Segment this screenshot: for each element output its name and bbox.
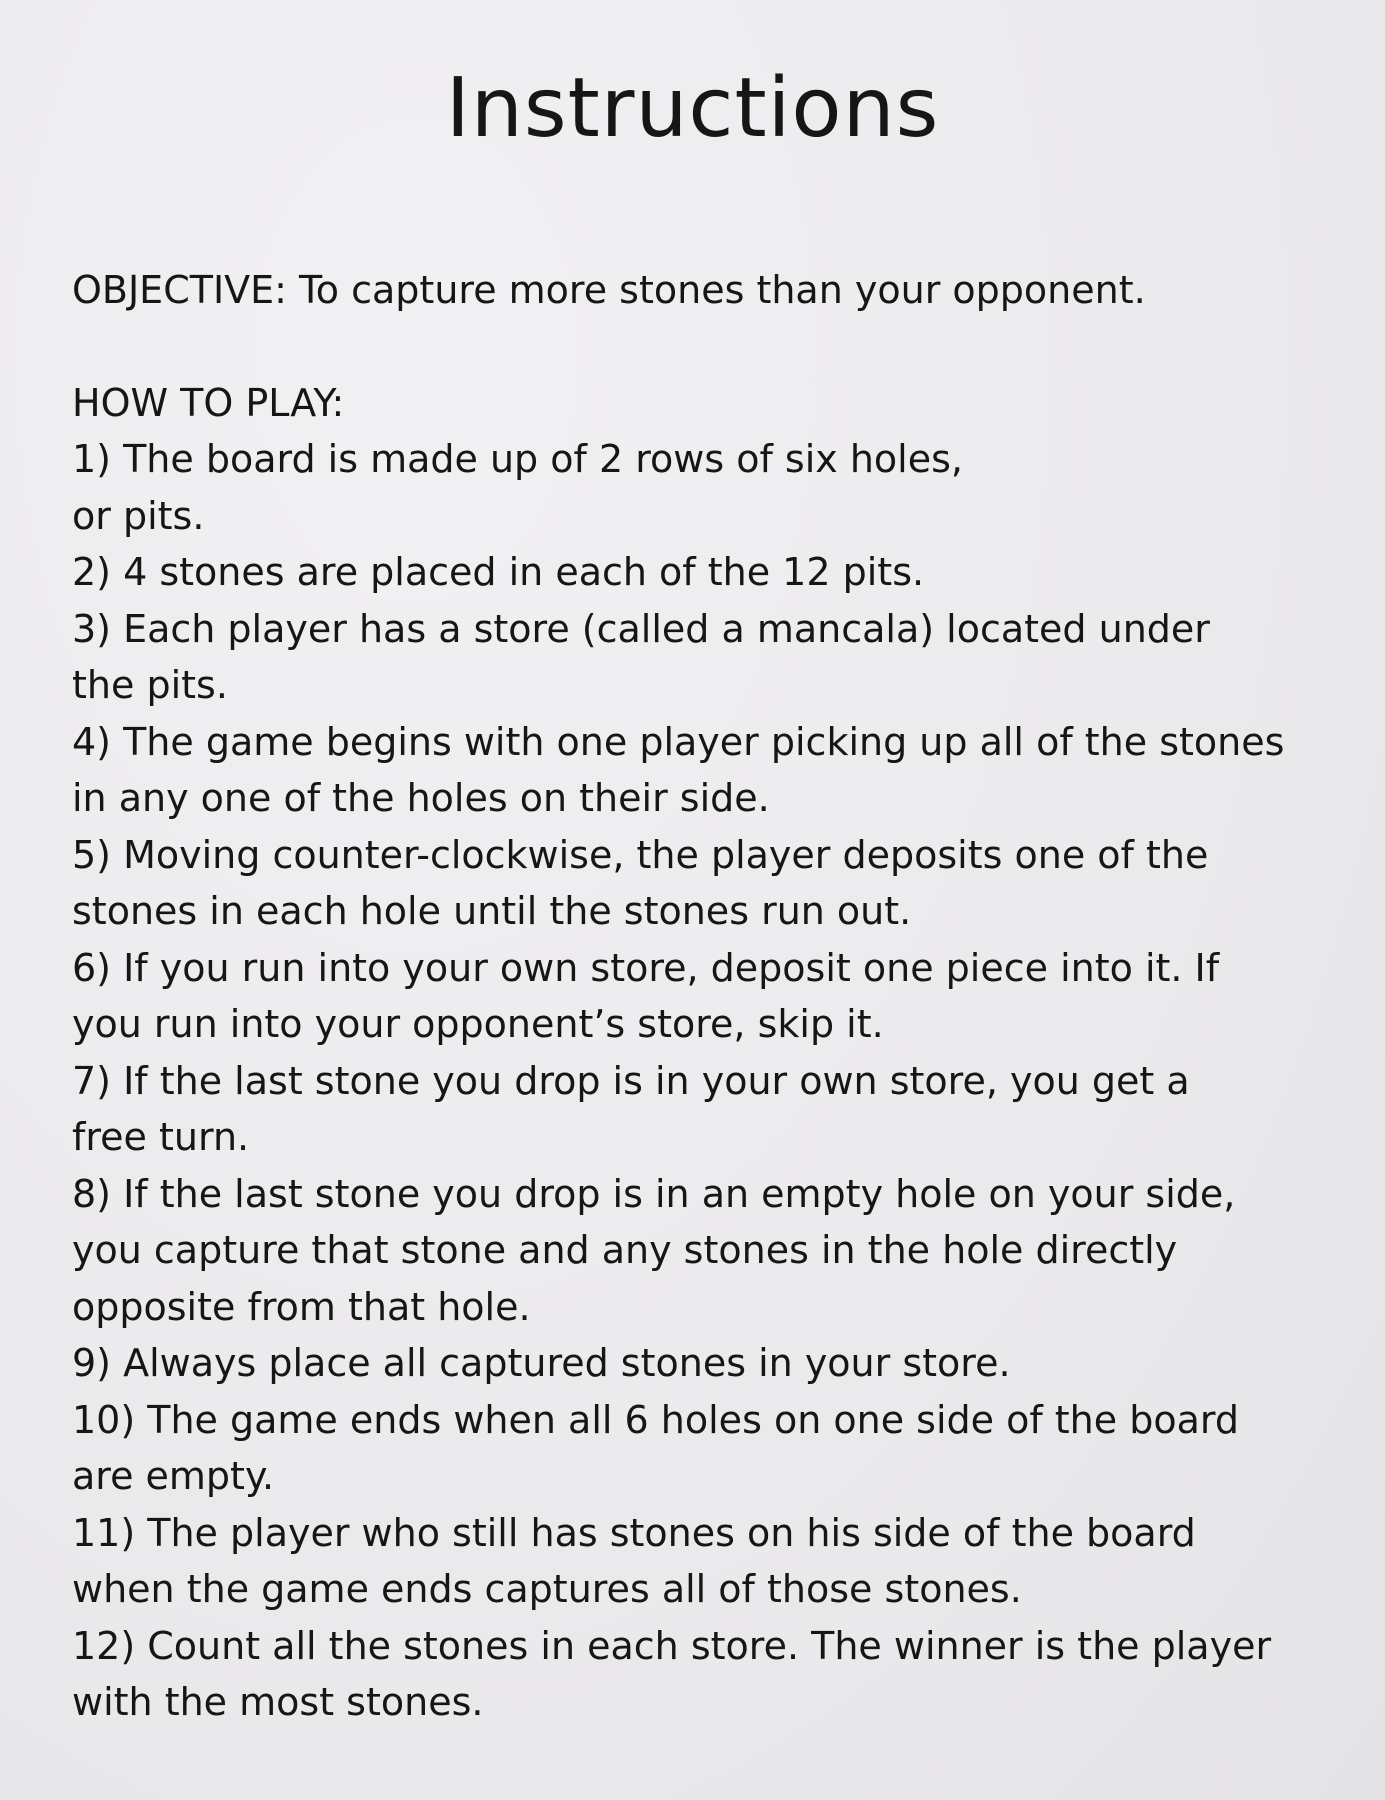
step-line: you run into your opponent’s store, skip it. xyxy=(72,1002,884,1046)
step-line: opposite from that hole. xyxy=(72,1284,531,1329)
step-item xyxy=(72,601,1362,714)
step-item xyxy=(72,827,1362,940)
step-line: 8) If the last stone you drop is in an empty hole on your side, xyxy=(72,1171,1236,1216)
step-item xyxy=(72,714,1362,827)
steps-list xyxy=(72,431,1362,1731)
step-line: 1) The board is made up of 2 rows of six holes, xyxy=(72,437,963,481)
step-line: 11) The player who still has stones on his side of the board xyxy=(72,1510,1196,1555)
page-title: Instructions xyxy=(445,61,940,156)
step-item xyxy=(72,1505,1362,1618)
step-line: in any one of the holes on their side. xyxy=(72,776,770,820)
step-line: 4) The game begins with one player picking up all of the stones xyxy=(72,719,1285,764)
step-item xyxy=(72,544,1362,601)
instructions-body xyxy=(72,262,1362,1731)
step-line: 2) 4 stones are placed in each of the 12 pits. xyxy=(72,550,925,594)
step-item xyxy=(72,940,1362,1053)
step-line: 7) If the last stone you drop is in your own store, you get a xyxy=(72,1058,1190,1103)
step-item xyxy=(72,1166,1362,1336)
step-line: you capture that stone and any stones in the hole directly xyxy=(72,1228,1178,1272)
how-to-play-heading: HOW TO PLAY: xyxy=(72,380,345,425)
objective-text: OBJECTIVE: To capture more stones than your opponent. xyxy=(72,268,1146,312)
step-line: 10) The game ends when all 6 holes on one side of the board xyxy=(72,1397,1239,1442)
step-line: 3) Each player has a store (called a mancala) located under xyxy=(72,606,1210,651)
step-item xyxy=(72,1335,1362,1392)
step-line: 6) If you run into your own store, deposit one piece into it. If xyxy=(72,945,1220,990)
step-line: the pits. xyxy=(72,663,228,707)
step-line: 5) Moving counter-clockwise, the player deposits one of the xyxy=(72,832,1209,877)
step-line: stones in each hole until the stones run out. xyxy=(72,889,912,933)
step-item xyxy=(72,1392,1362,1505)
step-item xyxy=(72,1618,1362,1731)
step-item xyxy=(72,431,1362,544)
step-line: when the game ends captures all of those stones. xyxy=(72,1567,1022,1611)
step-line: free turn. xyxy=(72,1115,250,1159)
step-line: 9) Always place all captured stones in your store. xyxy=(72,1341,1011,1385)
step-line: are empty. xyxy=(72,1454,275,1498)
step-line: 12) Count all the stones in each store. The winner is the player xyxy=(72,1623,1272,1668)
step-line: with the most stones. xyxy=(72,1680,484,1724)
step-item xyxy=(72,1053,1362,1166)
step-line: or pits. xyxy=(72,493,205,538)
